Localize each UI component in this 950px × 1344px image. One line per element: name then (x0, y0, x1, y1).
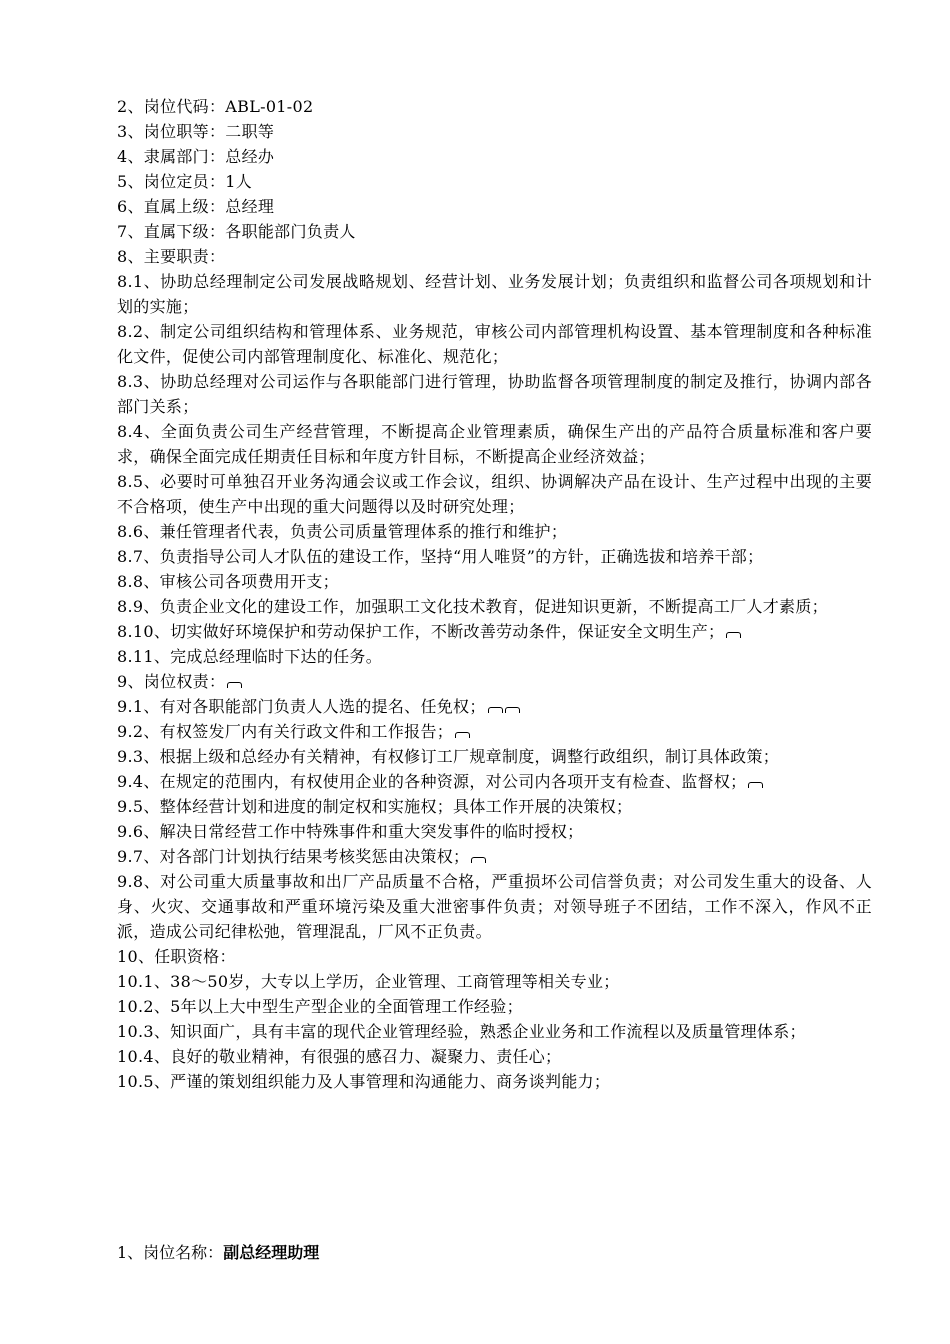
duty-item: 8.6、兼任管理者代表，负责公司质量管理体系的推行和维护； (117, 522, 568, 541)
paragraph-mark-icon (726, 632, 741, 638)
duty-item: 8.5、必要时可单独召开业务沟通会议或工作会议，组织、协调解决产品在设计、生产过程中出现的主要不合格项，使生产中出现的重大问题得以及时研究处理； (117, 472, 872, 516)
authority-item-text: 9.4、在规定的范围内，有权使用企业的各种资源，对公司内各项开支有检查、监督权； (117, 772, 747, 791)
authority-item: 9.6、解决日常经营工作中特殊事件和重大突发事件的临时授权； (117, 822, 584, 841)
section-heading-authority: 9、岗位权责： (117, 672, 226, 691)
authority-item-with-mark (117, 694, 872, 719)
paragraph-mark-icon (505, 707, 520, 713)
authority-item-with-mark (117, 719, 872, 744)
job-description-body (117, 94, 872, 1094)
job-grade: 3、岗位职等：二职等 (117, 122, 275, 141)
paragraph-mark-icon (455, 732, 470, 738)
direct-subordinate: 7、直属下级：各职能部门负责人 (117, 222, 356, 241)
authority-item-text: 9.2、有权签发厂内有关行政文件和工作报告； (117, 722, 454, 741)
duty-item: 8.2、制定公司组织结构和管理体系、业务规范，审核公司内部管理机构设置、基本管理制度和各种标准化文件，促使公司内部管理制度化、标准化、规范化； (117, 322, 872, 366)
authority-item-with-mark (117, 769, 872, 794)
authority-item: 9.8、对公司重大质量事故和出厂产品质量不合格，严重损坏公司信誉负责；对公司发生重大的设备、人身、火灾、交通事故和严重环境污染及重大泄密事件负责；对领导班子不团结，工作不深入，作风不正派，造成公司纪律松弛，管理混乱，厂风不正负责。 (117, 872, 872, 941)
job-name-value: 副总经理助理 (223, 1243, 320, 1262)
authority-item: 9.5、整体经营计划和进度的制定权和实施权；具体工作开展的决策权； (117, 797, 633, 816)
duty-item-with-mark (117, 619, 872, 644)
qualification-item: 10.2、5年以上大中型生产型企业的全面管理工作经验； (117, 997, 523, 1016)
job-code: 2、岗位代码：ABL-01-02 (117, 97, 314, 116)
authority-item-text: 9.7、对各部门计划执行结果考核奖惩由决策权； (117, 847, 470, 866)
paragraph-mark-icon (471, 857, 486, 863)
duty-item-text: 8.10、切实做好环境保护和劳动保护工作，不断改善劳动条件，保证安全文明生产； (117, 622, 725, 641)
paragraph-mark-icon (488, 707, 503, 713)
department: 4、隶属部门：总经办 (117, 147, 275, 166)
duty-item: 8.8、审核公司各项费用开支； (117, 572, 339, 591)
section-heading-duties: 8、主要职责： (117, 247, 226, 266)
job-name-label: 1、岗位名称： (117, 1243, 224, 1262)
qualification-item: 10.1、38～50岁，大专以上学历，企业管理、工商管理等相关专业； (117, 972, 620, 991)
duty-item: 8.4、全面负责公司生产经营管理，不断提高企业管理素质，确保生产出的产品符合质量标准和客户要求，确保全面完成任期责任目标和年度方针目标，不断提高企业经济效益； (117, 422, 872, 466)
qualification-item: 10.4、良好的敬业精神，有很强的感召力、凝聚力、责任心； (117, 1047, 562, 1066)
direct-superior: 6、直属上级：总经理 (117, 197, 275, 216)
section-heading-qualifications: 10、任职资格： (117, 947, 236, 966)
duty-item: 8.7、负责指导公司人才队伍的建设工作，坚持“用人唯贤”的方针，正确选拔和培养干部； (117, 547, 764, 566)
headcount: 5、岗位定员：1人 (117, 172, 253, 191)
section-heading-authority-with-mark (117, 669, 872, 694)
authority-item-text: 9.1、有对各职能部门负责人人选的提名、任免权； (117, 697, 486, 716)
qualification-item: 10.3、知识面广，具有丰富的现代企业管理经验，熟悉企业业务和工作流程以及质量管理体系； (117, 1022, 806, 1041)
next-job-title-line (117, 1240, 319, 1265)
qualification-item: 10.5、严谨的策划组织能力及人事管理和沟通能力、商务谈判能力； (117, 1072, 611, 1091)
duty-item: 8.11、完成总经理临时下达的任务。 (117, 647, 383, 666)
authority-item-with-mark (117, 844, 872, 869)
duty-item: 8.1、协助总经理制定公司发展战略规划、经营计划、业务发展计划；负责组织和监督公司各项规划和计划的实施； (117, 272, 872, 316)
authority-item: 9.3、根据上级和总经办有关精神，有权修订工厂规章制度，调整行政组织，制订具体政策； (117, 747, 780, 766)
paragraph-mark-icon (748, 782, 763, 788)
duty-item: 8.3、协助总经理对公司运作与各职能部门进行管理，协助监督各项管理制度的制定及推行，协调内部各部门关系； (117, 372, 872, 416)
duty-item: 8.9、负责企业文化的建设工作，加强职工文化技术教育，促进知识更新，不断提高工厂人才素质； (117, 597, 828, 616)
paragraph-mark-icon (227, 682, 242, 688)
